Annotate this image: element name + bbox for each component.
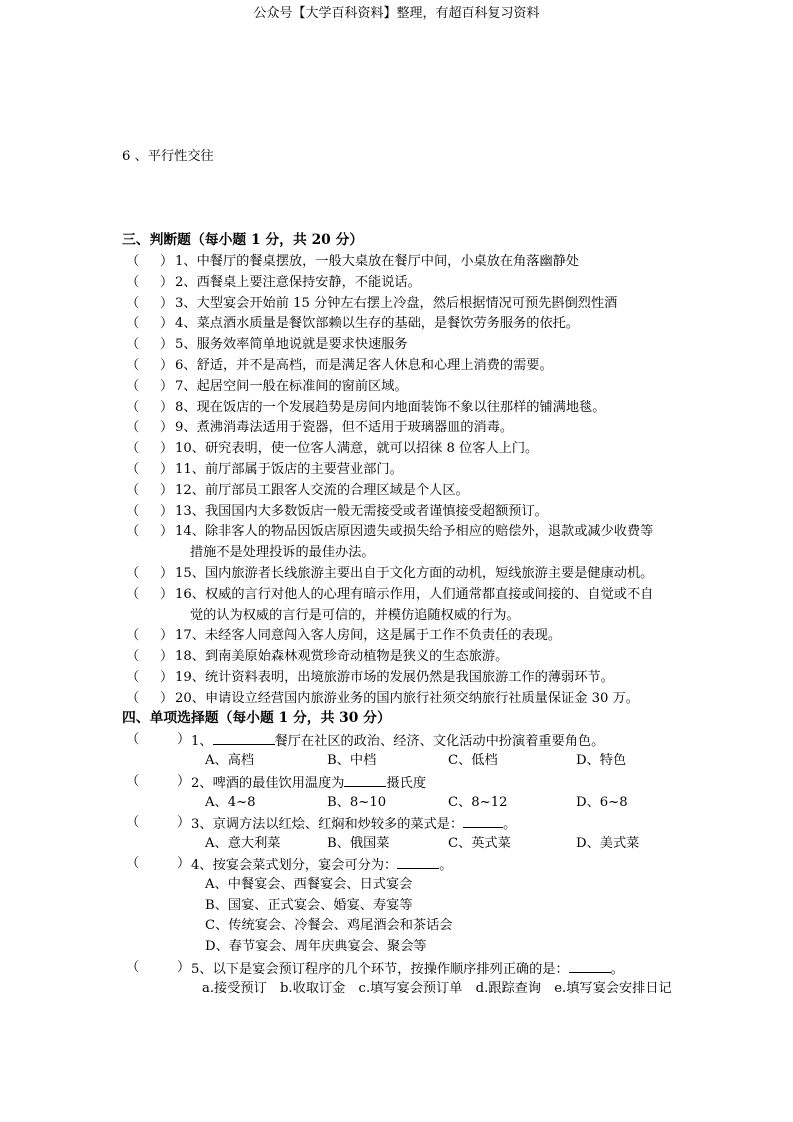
option-d: D、美式菜: [576, 836, 640, 851]
question-text: 1、: [191, 734, 213, 749]
judgement-item-18: 18、到南美原始森林观赏珍奇动植物是狭义的生态旅游。: [175, 649, 509, 664]
answer-paren-close: ）: [160, 420, 174, 435]
answer-paren-open: （: [126, 670, 140, 685]
answer-paren-close: ）: [160, 254, 174, 269]
judgement-item-14: 14、除非客人的物品因饭店原因遗失或损失给予相应的赔偿外，退款或减少收费等: [175, 524, 654, 539]
question-text: 5、以下是宴会预订程序的几个环节，按操作顺序排列正确的是：: [191, 962, 569, 977]
option-d: D、6~8: [576, 795, 628, 810]
answer-paren-close: ）: [177, 732, 191, 747]
option-a: A、4~8: [205, 795, 256, 810]
answer-paren-close: ）: [160, 504, 174, 519]
answer-paren-open: （: [126, 337, 140, 352]
question-text: 餐厅在社区的政治、经济、文化活动中扮演着重要角色。: [274, 734, 605, 749]
page-header: 公众号【大学百科资料】整理，有超百科复习资料: [253, 6, 540, 21]
answer-paren-open: （: [126, 358, 140, 373]
option-d: D、特色: [576, 753, 627, 768]
judgement-item-20: 20、申请设立经营国内旅游业务的国内旅行社须交纳旅行社质量保证金 30 万。: [175, 691, 639, 706]
answer-paren-close: ）: [160, 628, 174, 643]
answer-paren-open: （: [126, 316, 140, 331]
judgement-item-6: 6、舒适，并不是高档，而是满足客人休息和心理上消费的需要。: [175, 358, 553, 373]
answer-paren-close: ）: [177, 774, 191, 789]
question-3: [191, 816, 516, 831]
question-text: 摄氏度: [386, 776, 427, 791]
answer-paren-close: ）: [160, 524, 174, 539]
answer-paren-close: ）: [160, 483, 174, 498]
answer-paren-close: ）: [177, 856, 191, 871]
answer-paren-open: （: [126, 691, 140, 706]
judgement-item-15: 15、国内旅游者长线旅游主要出自于文化方面的动机，短线旅游主要是健康动机。: [175, 566, 654, 581]
judgement-item-4: 4、菜点酒水质量是餐饮部赖以生存的基础，是餐饮劳务服务的依托。: [175, 316, 580, 331]
answer-paren-close: ）: [160, 441, 174, 456]
answer-paren-close: ）: [160, 649, 174, 664]
option-b: B、国宴、正式宴会、婚宴、寿宴等: [205, 898, 413, 913]
question-text: 4、按宴会菜式划分，宴会可分为：: [191, 858, 398, 873]
answer-paren-open: （: [126, 441, 140, 456]
judgement-item-9: 9、煮沸消毒法适用于瓷器，但不适用于玻璃器皿的消毒。: [175, 420, 514, 435]
question-text: 。: [439, 858, 453, 873]
answer-paren-open: （: [126, 774, 140, 789]
judgement-item-3: 3、大型宴会开始前 15 分钟左右摆上冷盘，然后根据情况可预先斟倒烈性酒: [175, 296, 618, 311]
answer-paren-close: ）: [160, 296, 174, 311]
answer-paren-open: （: [126, 856, 140, 871]
answer-paren-close: ）: [160, 379, 174, 394]
answer-paren-close: ）: [160, 337, 174, 352]
judgement-item-7: 7、起居空间一般在标准间的窗前区域。: [175, 379, 408, 394]
answer-blank: [569, 961, 611, 973]
answer-paren-open: （: [126, 815, 140, 830]
previous-item: 6 、平行性交往: [122, 149, 214, 164]
judgement-item-16-continuation: 觉的认为权威的言行是可信的，并模仿追随权威的行为。: [190, 608, 520, 623]
option-c: C、低档: [448, 753, 498, 768]
answer-blank: [463, 816, 503, 828]
answer-blank: [397, 857, 439, 869]
option-a: A、中餐宴会、西餐宴会、日式宴会: [205, 877, 413, 892]
answer-paren-close: ）: [160, 358, 174, 373]
question-text: 。: [503, 817, 517, 832]
answer-paren-open: （: [126, 524, 140, 539]
answer-paren-open: （: [126, 483, 140, 498]
question-text: 2、啤酒的最佳饮用温度为: [191, 776, 345, 791]
answer-paren-close: ）: [160, 400, 174, 415]
option-d: D、春节宴会、周年庆典宴会、聚会等: [205, 939, 427, 954]
answer-paren-close: ）: [160, 275, 174, 290]
question-text: 3、京调方法以红烩、红焖和炒较多的菜式是：: [191, 817, 464, 832]
judgement-item-13: 13、我国国内大多数饭店一般无需接受或者谨慎接受超额预订。: [175, 504, 548, 519]
answer-paren-open: （: [126, 732, 140, 747]
answer-paren-close: ）: [160, 462, 174, 477]
answer-paren-open: （: [126, 960, 140, 975]
answer-paren-open: （: [126, 296, 140, 311]
answer-paren-open: （: [126, 420, 140, 435]
option-c: C、8~12: [448, 795, 508, 810]
option-a: A、意大利菜: [205, 836, 281, 851]
answer-paren-close: ）: [177, 960, 191, 975]
option-b: B、8~10: [327, 795, 387, 810]
option-b: B、俄国菜: [327, 836, 390, 851]
question-2: [191, 775, 426, 790]
judgement-item-11: 11、前厅部属于饭店的主要营业部门。: [175, 462, 403, 477]
single-choice-section-title: 四、单项选择题（每小题 1 分，共 30 分）: [122, 710, 391, 726]
answer-paren-open: （: [126, 400, 140, 415]
judgement-item-19: 19、统计资料表明，出境旅游市场的发展仍然是我国旅游工作的薄弱环节。: [175, 670, 614, 685]
judgement-item-8: 8、现在饭店的一个发展趋势是房间内地面装饰不象以往那样的铺满地毯。: [175, 400, 606, 415]
judgement-item-10: 10、研究表明，使一位客人满意，就可以招徕 8 位客人上门。: [175, 441, 539, 456]
question-5: [191, 961, 624, 976]
answer-blank: [344, 775, 386, 787]
judgement-item-5: 5、服务效率简单地说就是要求快速服务: [175, 337, 408, 352]
judgement-item-12: 12、前厅部员工跟客人交流的合理区域是个人区。: [175, 483, 469, 498]
answer-blank: [213, 733, 275, 745]
option-c: C、传统宴会、冷餐会、鸡尾酒会和茶话会: [205, 918, 453, 933]
option-b: B、中档: [327, 753, 377, 768]
answer-paren-open: （: [126, 628, 140, 643]
answer-paren-open: （: [126, 462, 140, 477]
answer-paren-open: （: [126, 379, 140, 394]
judgement-item-14-continuation: 措施不是处理投诉的最佳办法。: [190, 545, 375, 560]
option-c: C、英式菜: [448, 836, 511, 851]
judgement-item-17: 17、未经客人同意闯入客人房间，这是属于工作不负责任的表现。: [175, 628, 562, 643]
answer-paren-open: （: [126, 254, 140, 269]
answer-paren-open: （: [126, 649, 140, 664]
judgement-item-2: 2、西餐桌上要注意保持安静，不能说话。: [175, 275, 421, 290]
answer-paren-open: （: [126, 566, 140, 581]
answer-paren-close: ）: [160, 566, 174, 581]
option-a: A、高档: [205, 753, 255, 768]
answer-paren-open: （: [126, 275, 140, 290]
answer-paren-close: ）: [160, 691, 174, 706]
answer-paren-open: （: [126, 587, 140, 602]
answer-paren-close: ）: [177, 815, 191, 830]
judgement-item-1: 1、中餐厅的餐桌摆放，一般大桌放在餐厅中间，小桌放在角落幽静处: [175, 254, 580, 269]
ordering-steps: a.接受预订 b.收取订金 c.填写宴会预订单 d.跟踪查询 e.填写宴会安排日记: [202, 981, 672, 996]
answer-paren-close: ）: [160, 670, 174, 685]
answer-paren-close: ）: [160, 587, 174, 602]
answer-paren-open: （: [126, 504, 140, 519]
question-text: 。: [610, 962, 624, 977]
answer-paren-close: ）: [160, 316, 174, 331]
question-4: [191, 857, 452, 872]
judgement-item-16: 16、权威的言行对他人的心理有暗示作用，人们通常都直接或间接的、自觉或不自: [175, 587, 654, 602]
judgement-section-title: 三、判断题（每小题 1 分，共 20 分）: [122, 232, 364, 248]
question-1: [191, 733, 604, 748]
